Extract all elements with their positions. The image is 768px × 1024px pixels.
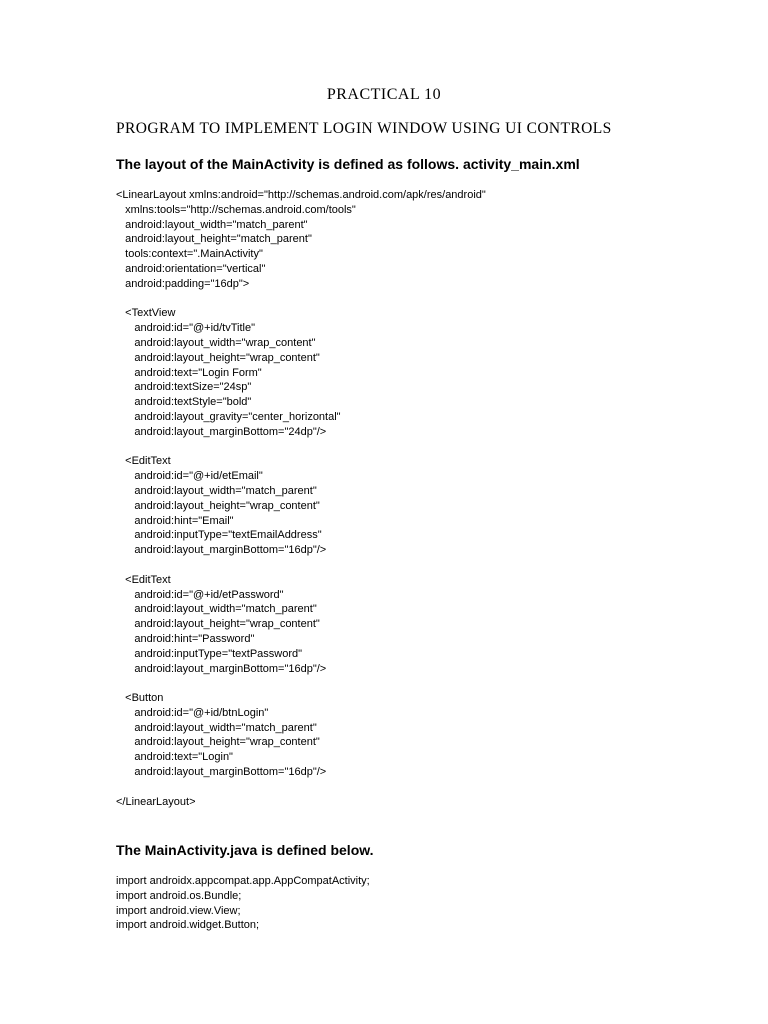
code-line: android:id="@+id/tvTitle": [116, 322, 256, 335]
code-line: android:inputType="textEmailAddress": [116, 529, 322, 542]
code-line: android:layout_marginBottom="16dp"/>: [116, 544, 327, 557]
java-code-block: [116, 874, 370, 933]
xml-code-block: [116, 188, 486, 809]
code-line: android:text="Login": [116, 751, 233, 764]
code-line: android:layout_width="match_parent": [116, 721, 317, 734]
code-line: [116, 440, 486, 455]
code-line: import android.widget.Button;: [116, 919, 260, 932]
code-line: android:id="@+id/etPassword": [116, 588, 284, 601]
code-line: tools:context=".MainActivity": [116, 248, 263, 261]
code-line: android:id="@+id/btnLogin": [116, 706, 269, 719]
code-line: [116, 292, 486, 307]
code-line: <EditText: [116, 573, 171, 586]
code-line: android:hint="Email": [116, 514, 234, 527]
code-line: android:inputType="textPassword": [116, 647, 303, 660]
code-line: android:layout_height="wrap_content": [116, 351, 320, 364]
code-line: </LinearLayout>: [116, 795, 196, 808]
code-line: android:layout_width="match_parent": [116, 603, 317, 616]
program-title: PROGRAM TO IMPLEMENT LOGIN WINDOW USING UI CONTROLS: [116, 120, 612, 137]
code-line: android:id="@+id/etEmail": [116, 470, 263, 483]
code-line: android:layout_height="wrap_content": [116, 618, 320, 631]
code-line: android:textStyle="bold": [116, 396, 252, 409]
code-line: <Button: [116, 692, 164, 705]
code-line: <EditText: [116, 455, 171, 468]
code-line: android:layout_width="match_parent": [116, 484, 317, 497]
code-line: android:layout_width="match_parent": [116, 218, 308, 231]
code-line: android:text="Login Form": [116, 366, 262, 379]
code-line: android:textSize="24sp": [116, 381, 252, 394]
code-line: [116, 558, 486, 573]
code-line: [116, 676, 486, 691]
code-line: <LinearLayout xmlns:android="http://schemas.android.com/apk/res/android": [116, 189, 486, 201]
code-line: import android.view.View;: [116, 904, 241, 917]
code-line: android:layout_gravity="center_horizontal": [116, 410, 341, 423]
code-line: android:orientation="vertical": [116, 262, 266, 275]
code-line: android:padding="16dp">: [116, 277, 250, 290]
code-line: <TextView: [116, 307, 176, 320]
java-heading: The MainActivity.java is defined below.: [116, 842, 374, 858]
code-line: android:layout_width="wrap_content": [116, 336, 316, 349]
code-line: xmlns:tools="http://schemas.android.com/tools": [116, 203, 356, 216]
code-line: android:layout_marginBottom="24dp"/>: [116, 425, 327, 438]
code-line: android:layout_marginBottom="16dp"/>: [116, 766, 327, 779]
code-line: android:layout_height="wrap_content": [116, 736, 320, 749]
layout-heading: The layout of the MainActivity is defined as follows. activity_main.xml: [116, 156, 580, 172]
code-line: android:layout_marginBottom="16dp"/>: [116, 662, 327, 675]
practical-title: PRACTICAL 10: [326, 86, 442, 103]
code-line: import androidx.appcompat.app.AppCompatActivity;: [116, 875, 370, 887]
code-line: android:layout_height="match_parent": [116, 233, 312, 246]
code-line: import android.os.Bundle;: [116, 889, 242, 902]
code-line: android:hint="Password": [116, 632, 255, 645]
code-line: android:layout_height="wrap_content": [116, 499, 320, 512]
code-line: [116, 780, 486, 795]
